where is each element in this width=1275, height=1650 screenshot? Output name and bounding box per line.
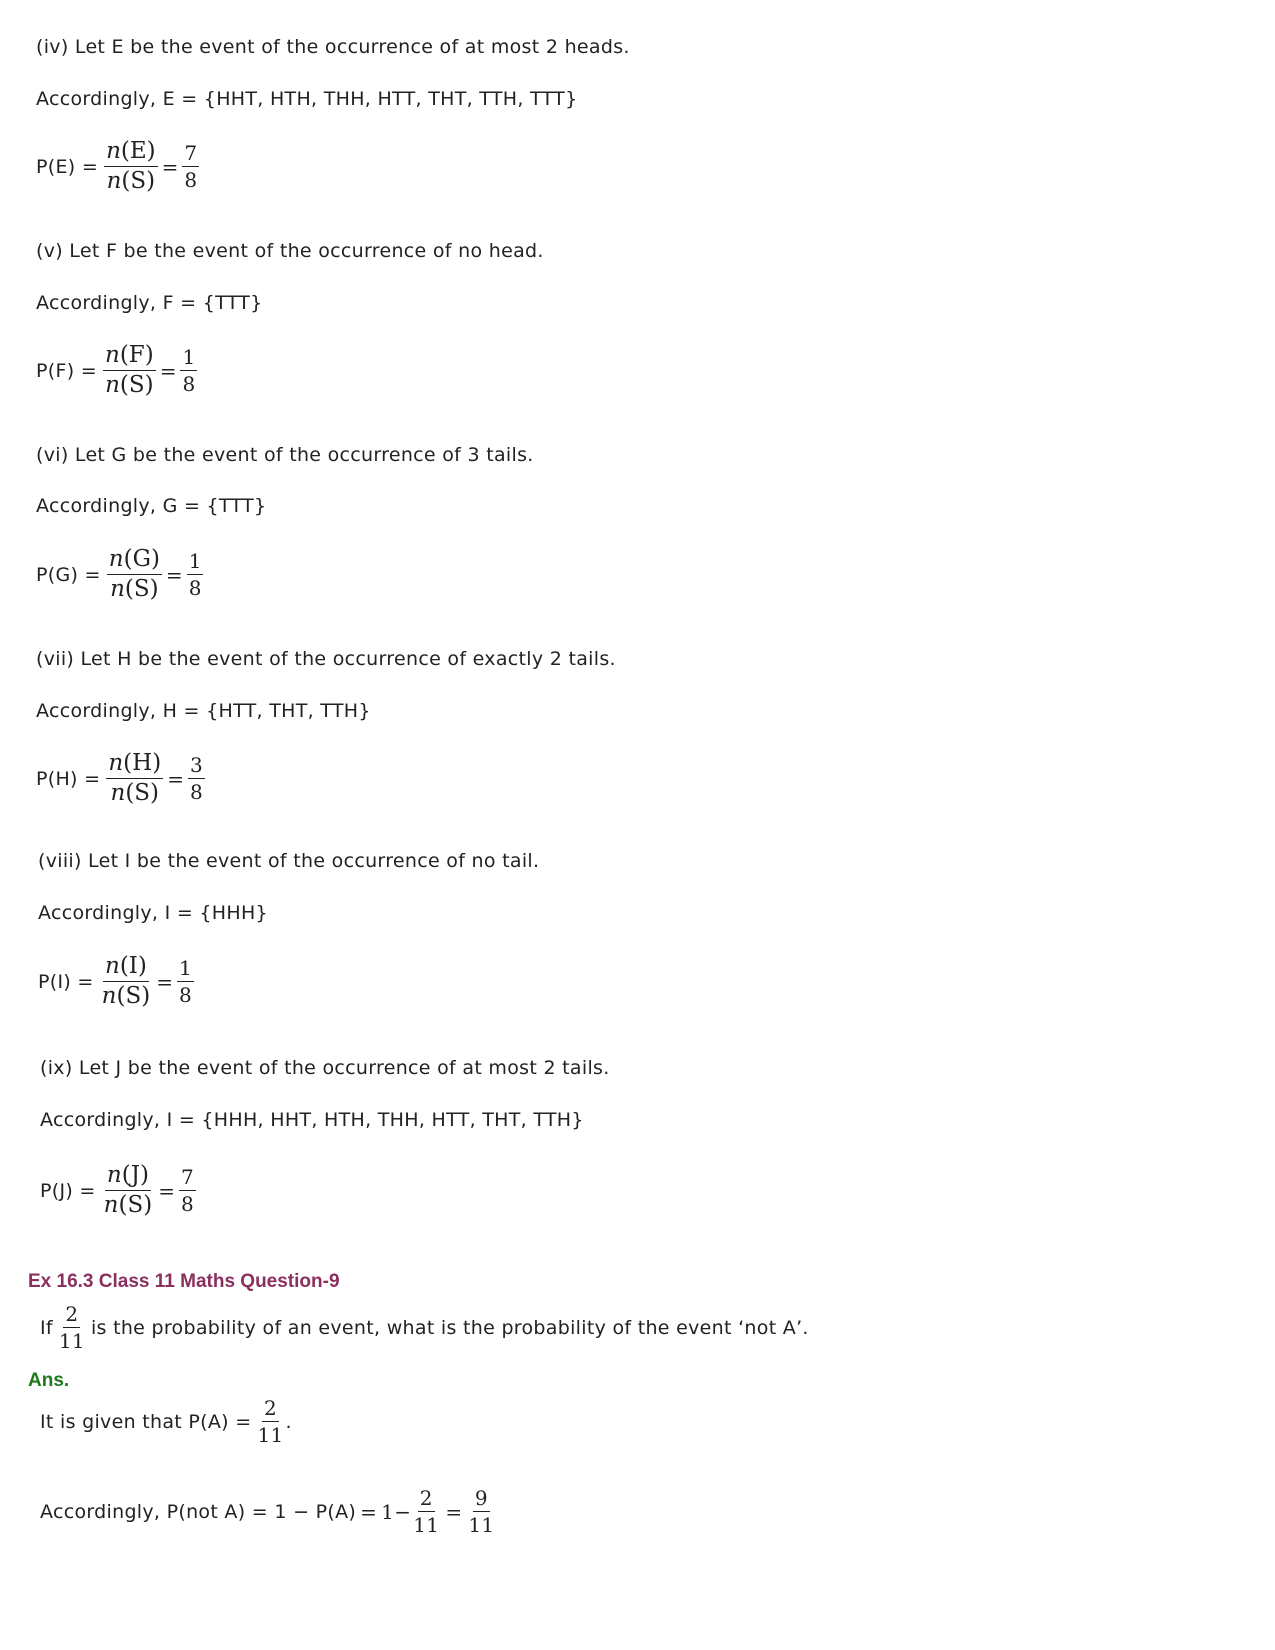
given-fraction-denominator: 11 xyxy=(257,1423,284,1447)
equals-sign: = xyxy=(156,969,173,994)
statement-vi: (vi) Let G be the event of the occurrence of 3 tails. xyxy=(36,444,534,466)
result-denominator: 8 xyxy=(188,576,202,600)
equation-p-j xyxy=(40,1164,196,1217)
n-var: n xyxy=(108,546,124,572)
question-suffix: is the probability of an event, what is the probability of the event ‘not A’. xyxy=(90,1316,809,1339)
result-numerator: 7 xyxy=(180,1165,194,1189)
equation-p-g xyxy=(36,548,203,601)
set-h: Accordingly, H = {HTT, THT, TTH} xyxy=(36,700,371,722)
n-var: n xyxy=(110,780,126,806)
den-arg: (S) xyxy=(118,1192,153,1218)
statement-iv: (iv) Let E be the event of the occurrence of at most 2 heads. xyxy=(36,36,630,58)
statement-vii: (vii) Let H be the event of the occurrence of exactly 2 tails. xyxy=(36,648,616,670)
answer-label: Ans. xyxy=(28,1370,70,1391)
result-numerator: 1 xyxy=(188,549,202,573)
den-arg: (S) xyxy=(119,372,154,398)
result-numerator: 7 xyxy=(184,141,198,165)
fraction-result xyxy=(188,755,205,802)
result-fraction-1 xyxy=(411,1488,441,1535)
result-numerator: 1 xyxy=(178,956,192,980)
n-var: n xyxy=(110,576,125,602)
equation-lhs: P(H) = xyxy=(36,767,101,790)
set-f: Accordingly, F = {TTT} xyxy=(36,292,263,314)
equals-sign: = xyxy=(360,1499,378,1524)
n-var: n xyxy=(105,372,120,398)
question-prefix: If xyxy=(40,1316,53,1339)
equation-lhs: P(F) = xyxy=(36,359,97,382)
statement-viii: (viii) Let I be the event of the occurrence of no tail. xyxy=(38,850,540,872)
question-text xyxy=(40,1304,809,1351)
n-var: n xyxy=(106,1162,122,1188)
fraction-nH-over-nS xyxy=(106,752,163,805)
n-var: n xyxy=(103,1192,119,1218)
question-heading: Ex 16.3 Class 11 Maths Question-9 xyxy=(28,1271,340,1292)
num-arg: (E) xyxy=(120,138,156,164)
fraction-result xyxy=(180,347,197,394)
statement-ix: (ix) Let J be the event of the occurrence of at most 2 tails. xyxy=(40,1057,610,1079)
given-end: . xyxy=(285,1410,292,1433)
num-arg: (H) xyxy=(123,750,162,776)
n-var: n xyxy=(106,168,122,194)
fraction-nF-over-nS xyxy=(103,344,156,397)
den-arg: (S) xyxy=(121,168,156,194)
given-fraction xyxy=(255,1398,285,1445)
den-arg: (S) xyxy=(116,983,151,1009)
n-var: n xyxy=(106,138,121,164)
question-fraction-numerator: 2 xyxy=(65,1302,79,1326)
equals-sign: = xyxy=(158,1178,175,1203)
equation-lhs: P(G) = xyxy=(36,563,101,586)
n-var: n xyxy=(104,953,120,979)
n-var: n xyxy=(101,983,117,1009)
equation-p-i xyxy=(38,955,194,1008)
result-denominator: 8 xyxy=(178,983,192,1007)
set-e: Accordingly, E = {HHT, HTH, THH, HTT, THT, TTH, TTT} xyxy=(36,88,578,110)
equation-p-f xyxy=(36,344,197,397)
equals-sign: = xyxy=(445,1499,463,1524)
result-fraction-2-denominator: 11 xyxy=(468,1513,495,1537)
fraction-result xyxy=(187,551,204,598)
equation-lhs: P(E) = xyxy=(36,155,99,178)
result-fraction-2-numerator: 9 xyxy=(474,1486,488,1510)
result-denominator: 8 xyxy=(184,168,198,192)
result-one-minus: 1− xyxy=(381,1499,412,1524)
equation-p-e xyxy=(36,140,199,193)
fraction-result xyxy=(179,1167,196,1214)
n-var: n xyxy=(108,750,124,776)
result-numerator: 1 xyxy=(182,345,196,369)
set-i: Accordingly, I = {HHH} xyxy=(38,902,268,924)
equation-lhs: P(J) = xyxy=(40,1179,96,1202)
equals-sign: = xyxy=(165,562,183,587)
equation-lhs: P(I) = xyxy=(38,970,94,993)
fraction-result xyxy=(177,958,194,1005)
fraction-nJ-over-nS xyxy=(102,1164,155,1217)
n-var: n xyxy=(104,342,120,368)
result-denominator: 8 xyxy=(189,780,203,804)
num-arg: (G) xyxy=(123,546,160,572)
result-fraction-2 xyxy=(466,1488,496,1535)
fraction-nE-over-nS xyxy=(104,140,158,193)
equals-sign: = xyxy=(161,154,179,179)
num-arg: (J) xyxy=(121,1162,149,1188)
result-denominator: 8 xyxy=(182,372,196,396)
fraction-result xyxy=(182,143,199,190)
equation-p-h xyxy=(36,752,205,805)
result-numerator: 3 xyxy=(189,753,203,777)
question-fraction-denominator: 11 xyxy=(58,1329,85,1353)
result-fraction-1-numerator: 2 xyxy=(419,1486,433,1510)
result-denominator: 8 xyxy=(180,1192,194,1216)
num-arg: (F) xyxy=(119,342,154,368)
num-arg: (I) xyxy=(119,953,147,979)
set-j: Accordingly, I = {HHH, HHT, HTH, THH, HTT, THT, TTH} xyxy=(40,1109,584,1131)
result-text: Accordingly, P(not A) = 1 − P(A) xyxy=(40,1500,357,1523)
statement-v: (v) Let F be the event of the occurrence of no head. xyxy=(36,240,544,262)
den-arg: (S) xyxy=(125,780,160,806)
question-fraction xyxy=(57,1304,87,1351)
given-statement xyxy=(40,1398,292,1445)
given-fraction-numerator: 2 xyxy=(263,1396,277,1420)
given-text: It is given that P(A) = xyxy=(40,1410,252,1433)
equals-sign: = xyxy=(167,766,184,791)
result-statement xyxy=(40,1488,496,1535)
result-fraction-1-denominator: 11 xyxy=(413,1513,440,1537)
den-arg: (S) xyxy=(124,576,159,602)
fraction-nG-over-nS xyxy=(107,548,162,601)
equals-sign: = xyxy=(159,358,177,383)
set-g: Accordingly, G = {TTT} xyxy=(36,495,267,517)
fraction-nI-over-nS xyxy=(100,955,153,1008)
